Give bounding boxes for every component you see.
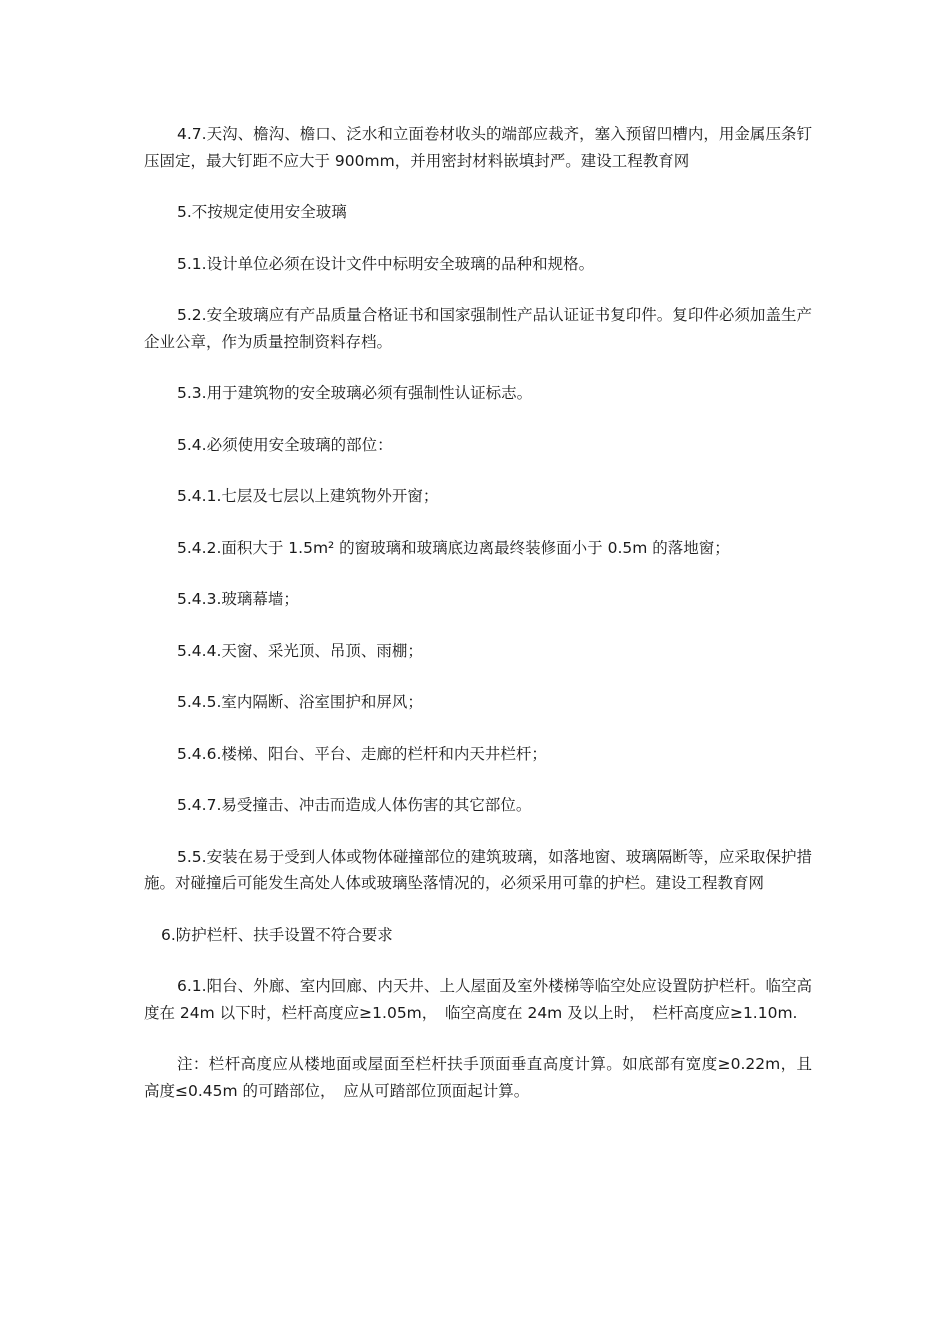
document-body	[144, 121, 812, 1104]
paragraph-6-1: 6.1.阳台、外廊、室内回廊、内天井、上人屋面及室外楼梯等临空处应设置防护栏杆。临空高度在 24m 以下时，栏杆高度应≥1.05m， 临空高度在 24m 及以上时， 栏杆高度应≥1.10m.	[144, 977, 812, 1022]
note-paragraph: 注：栏杆高度应从楼地面或屋面至栏杆扶手顶面垂直高度计算。如底部有宽度≥0.22m，且高度≤0.45m 的可踏部位， 应从可踏部位顶面起计算。	[144, 1055, 812, 1100]
paragraph-5-3: 5.3.用于建筑物的安全玻璃必须有强制性认证标志。	[177, 384, 533, 402]
paragraph-5-4: 5.4.必须使用安全玻璃的部位：	[177, 435, 393, 454]
heading-section-5: 5.不按规定使用安全玻璃	[177, 203, 347, 221]
list-item-5-4-6: 5.4.6.楼梯、阳台、平台、走廊的栏杆和内天井栏杆；	[177, 744, 547, 763]
list-item-5-4-3: 5.4.3.玻璃幕墙；	[177, 590, 299, 608]
paragraph-4-7: 4.7.天沟、檐沟、檐口、泛水和立面卷材收头的端部应裁齐，塞入预留凹槽内，用金属压条钉压固定，最大钉距不应大于 900mm，并用密封材料嵌填封严。建设工程教育网	[144, 125, 812, 170]
paragraph-5-5: 5.5.安装在易于受到人体或物体碰撞部位的建筑玻璃，如落地窗、玻璃隔断等，应采取保护措施。对碰撞后可能发生高处人体或玻璃坠落情况的，必须采用可靠的护栏。建设工程教育网	[144, 847, 812, 892]
list-item-5-4-1: 5.4.1.七层及七层以上建筑物外开窗；	[177, 487, 439, 505]
list-item-5-4-7: 5.4.7.易受撞击、冲击而造成人体伤害的其它部位。	[177, 796, 532, 814]
paragraph-5-1: 5.1.设计单位必须在设计文件中标明安全玻璃的品种和规格。	[177, 254, 595, 273]
list-item-5-4-5: 5.4.5.室内隔断、浴室围护和屏风；	[177, 693, 423, 711]
list-item-5-4-2: 5.4.2.面积大于 1.5m² 的窗玻璃和玻璃底边离最终装修面小于 0.5m 的落地窗；	[177, 538, 730, 557]
paragraph-5-2: 5.2.安全玻璃应有产品质量合格证书和国家强制性产品认证证书复印件。复印件必须加盖生产企业公章，作为质量控制资料存档。	[144, 306, 812, 351]
list-item-5-4-4: 5.4.4.天窗、采光顶、吊顶、雨棚；	[177, 641, 423, 660]
heading-section-6: 6.防护栏杆、扶手设置不符合要求	[161, 925, 393, 944]
